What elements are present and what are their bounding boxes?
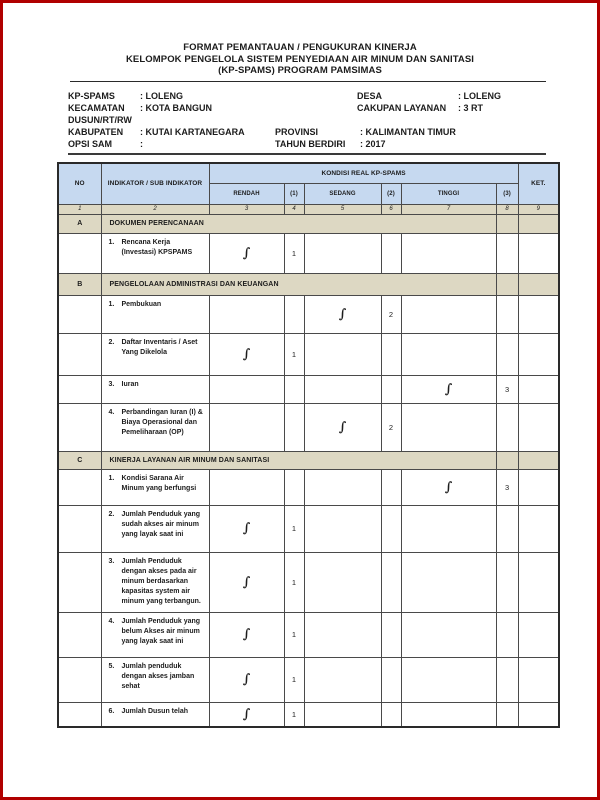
empty-cell: [304, 233, 381, 273]
column-number-8: 8: [496, 204, 518, 214]
check-mark-cell: ∫: [209, 702, 284, 727]
no-cell: [58, 702, 101, 727]
score-cell: 1: [284, 612, 304, 657]
empty-cell: [284, 375, 304, 403]
info-row: [68, 127, 558, 139]
empty-cell: [304, 333, 381, 375]
empty-cell: [381, 552, 401, 612]
score-cell: 1: [284, 657, 304, 702]
column-number-5: 5: [304, 204, 381, 214]
no-cell: [58, 233, 101, 273]
check-mark-cell: ∫: [304, 295, 381, 333]
column-number-row: [58, 204, 559, 214]
empty-cell: [304, 375, 381, 403]
score-cell: 2: [381, 403, 401, 451]
empty-cell: [401, 657, 496, 702]
section-cell-ket: [518, 214, 559, 233]
indicator-text: Iuran: [121, 380, 139, 388]
col-subheader-4: TINGGI: [401, 183, 496, 204]
empty-cell: [209, 375, 284, 403]
empty-cell: [496, 233, 518, 273]
empty-cell: [496, 612, 518, 657]
no-cell: [58, 552, 101, 612]
indicator-row: [58, 552, 559, 612]
empty-cell: [381, 375, 401, 403]
indicator-number: 3.: [108, 557, 115, 565]
indicator-cell: [101, 295, 209, 333]
empty-cell: [209, 403, 284, 451]
section-cell-ket: [518, 451, 559, 469]
indicator-number: 6.: [108, 707, 115, 715]
ket-cell: [518, 295, 559, 333]
empty-cell: [304, 469, 381, 505]
section-row-B: [58, 273, 559, 295]
empty-cell: [304, 552, 381, 612]
indicator-row: [58, 469, 559, 505]
section-title: PENGELOLAAN ADMINISTRASI DAN KEUANGAN: [101, 273, 496, 295]
no-cell: [58, 657, 101, 702]
ket-cell: [518, 612, 559, 657]
col-subheader-5: (3): [496, 183, 518, 204]
ket-cell: [518, 702, 559, 727]
empty-cell: [284, 403, 304, 451]
indicator-text-wrap: [109, 707, 207, 717]
title-line-3: (KP-SPAMS) PROGRAM PAMSIMAS: [218, 65, 382, 76]
col-subheader-0: RENDAH: [209, 183, 284, 204]
indicator-text-wrap: [109, 300, 207, 310]
check-mark-cell: ∫: [209, 233, 284, 273]
info-label: KABUPATEN: [68, 127, 124, 137]
section-cell-ket: [518, 273, 559, 295]
title-underline: [70, 81, 546, 82]
empty-cell: [496, 505, 518, 552]
ket-cell: [518, 403, 559, 451]
score-cell: 2: [381, 295, 401, 333]
indicator-number: 4.: [108, 408, 115, 416]
column-number-1: 1: [58, 204, 101, 214]
empty-cell: [496, 295, 518, 333]
no-cell: [58, 375, 101, 403]
title-line-1: FORMAT PEMANTAUAN / PENGUKURAN KINERJA: [183, 42, 417, 53]
ket-cell: [518, 505, 559, 552]
empty-cell: [401, 233, 496, 273]
indicator-text: Pembukuan: [121, 300, 162, 308]
indicator-number: 1.: [108, 238, 115, 246]
empty-cell: [496, 702, 518, 727]
indicator-text: Jumlah Dusun telah: [121, 707, 189, 715]
info-label: DUSUN/RT/RW: [68, 115, 132, 125]
info-row: [68, 103, 558, 115]
indicator-text-wrap: [109, 380, 207, 390]
empty-cell: [209, 469, 284, 505]
section-cell-score: [496, 273, 518, 295]
column-number-4: 4: [284, 204, 304, 214]
indicator-row: [58, 375, 559, 403]
section-row-C: [58, 451, 559, 469]
indicator-text: Perbandingan Iuran (I) & Biaya Operasional dan Pemeliharaan (OP): [121, 408, 203, 436]
empty-cell: [284, 295, 304, 333]
check-mark-cell: ∫: [209, 657, 284, 702]
no-cell: [58, 612, 101, 657]
no-cell: [58, 403, 101, 451]
col-header-ket: KET.: [518, 163, 559, 204]
indicator-number: 2.: [108, 338, 115, 346]
header-divider: [68, 153, 546, 155]
info-value: :: [140, 139, 143, 149]
empty-cell: [401, 295, 496, 333]
table-header-row: [58, 163, 559, 183]
no-cell: [58, 505, 101, 552]
empty-cell: [401, 552, 496, 612]
empty-cell: [381, 657, 401, 702]
indicator-text-wrap: [109, 557, 207, 608]
indicator-cell: [101, 333, 209, 375]
empty-cell: [304, 702, 381, 727]
indicator-text: Kondisi Sarana Air Minum yang berfungsi: [121, 474, 197, 492]
info-value: : KALIMANTAN TIMUR: [360, 127, 456, 137]
column-number-3: 3: [209, 204, 284, 214]
score-cell: 3: [496, 375, 518, 403]
info-row: [68, 115, 558, 127]
col-subheader-2: SEDANG: [304, 183, 381, 204]
empty-cell: [381, 612, 401, 657]
info-label: OPSI SAM: [68, 139, 113, 149]
title-line-2: KELOMPOK PENGELOLA SISTEM PENYEDIAAN AIR MINUM DAN SANITASI: [125, 53, 475, 65]
column-number-6: 6: [381, 204, 401, 214]
indicator-text: Jumlah Penduduk yang belum Akses air minum yang layak saat ini: [121, 617, 201, 645]
info-value: : LOLENG: [140, 91, 183, 101]
indicator-number: 3.: [108, 380, 115, 388]
section-letter: B: [58, 273, 101, 295]
empty-cell: [381, 233, 401, 273]
info-label: CAKUPAN LAYANAN: [357, 103, 447, 113]
empty-cell: [381, 702, 401, 727]
empty-cell: [401, 505, 496, 552]
info-label: KP-SPAMS: [68, 91, 115, 101]
score-cell: 1: [284, 552, 304, 612]
indicator-cell: [101, 375, 209, 403]
empty-cell: [496, 333, 518, 375]
ket-cell: [518, 552, 559, 612]
no-cell: [58, 333, 101, 375]
empty-cell: [304, 657, 381, 702]
section-cell-score: [496, 214, 518, 233]
indicator-cell: [101, 657, 209, 702]
indicator-row: [58, 403, 559, 451]
indicator-cell: [101, 702, 209, 727]
document-title: [0, 42, 600, 77]
column-number-7: 7: [401, 204, 496, 214]
score-cell: 1: [284, 505, 304, 552]
empty-cell: [304, 505, 381, 552]
indicator-cell: [101, 469, 209, 505]
col-subheader-3: (2): [381, 183, 401, 204]
indicator-number: 1.: [108, 474, 115, 482]
indicator-row: [58, 505, 559, 552]
check-mark-cell: ∫: [304, 403, 381, 451]
empty-cell: [401, 702, 496, 727]
indicator-text: Rencana Kerja (Investasi) KPSPAMS: [121, 238, 193, 256]
indicator-number: 5.: [108, 662, 115, 670]
info-value: : 3 RT: [458, 103, 484, 113]
score-cell: 1: [284, 233, 304, 273]
indicator-cell: [101, 403, 209, 451]
section-title: KINERJA LAYANAN AIR MINUM DAN SANITASI: [101, 451, 496, 469]
indicator-cell: [101, 505, 209, 552]
indicator-text: Jumlah Penduduk dengan akses pada air minum berdasarkan kapasitas system air minum yang terbangun.: [121, 557, 201, 606]
column-number-9: 9: [518, 204, 559, 214]
info-value: : 2017: [360, 139, 386, 149]
info-label: KECAMATAN: [68, 103, 125, 113]
indicator-cell: [101, 612, 209, 657]
col-subheader-1: (1): [284, 183, 304, 204]
info-label: DESA: [357, 91, 383, 101]
info-value: : LOLENG: [458, 91, 501, 101]
indicator-row: [58, 333, 559, 375]
check-mark-cell: ∫: [209, 505, 284, 552]
indicator-text-wrap: [109, 510, 207, 540]
check-mark-cell: ∫: [209, 552, 284, 612]
main-table: [57, 162, 560, 728]
empty-cell: [496, 552, 518, 612]
ket-cell: [518, 375, 559, 403]
empty-cell: [401, 403, 496, 451]
indicator-text: Jumlah Penduduk yang sudah akses air minum yang layak saat ini: [121, 510, 201, 538]
section-letter: C: [58, 451, 101, 469]
ket-cell: [518, 333, 559, 375]
info-row: [68, 91, 558, 103]
indicator-text: Daftar Inventaris / Aset Yang Dikelola: [121, 338, 198, 356]
info-label: TAHUN BERDIRI: [275, 139, 346, 149]
empty-cell: [381, 505, 401, 552]
section-cell-score: [496, 451, 518, 469]
empty-cell: [401, 612, 496, 657]
empty-cell: [209, 295, 284, 333]
score-cell: 1: [284, 702, 304, 727]
indicator-text-wrap: [109, 662, 207, 692]
info-row: [68, 139, 558, 151]
indicator-number: 4.: [108, 617, 115, 625]
col-header-indicator: INDIKATOR / SUB INDIKATOR: [101, 163, 209, 204]
empty-cell: [401, 333, 496, 375]
check-mark-cell: ∫: [401, 469, 496, 505]
ket-cell: [518, 233, 559, 273]
col-header-no: NO: [58, 163, 101, 204]
info-value: : KUTAI KARTANEGARA: [140, 127, 245, 137]
score-cell: 1: [284, 333, 304, 375]
indicator-text-wrap: [109, 408, 207, 438]
empty-cell: [284, 469, 304, 505]
section-row-A: [58, 214, 559, 233]
no-cell: [58, 469, 101, 505]
info-label: PROVINSI: [275, 127, 319, 137]
indicator-text: Jumlah penduduk dengan akses jamban sehat: [121, 662, 195, 690]
empty-cell: [496, 657, 518, 702]
empty-cell: [304, 612, 381, 657]
indicator-text-wrap: [109, 338, 207, 358]
indicator-text-wrap: [109, 617, 207, 647]
indicator-row: [58, 657, 559, 702]
info-value: : KOTA BANGUN: [140, 103, 212, 113]
check-mark-cell: ∫: [209, 333, 284, 375]
ket-cell: [518, 657, 559, 702]
column-number-2: 2: [101, 204, 209, 214]
indicator-row: [58, 702, 559, 727]
check-mark-cell: ∫: [401, 375, 496, 403]
section-title: DOKUMEN PERENCANAAN: [101, 214, 496, 233]
indicator-text-wrap: [109, 238, 207, 258]
indicator-row: [58, 295, 559, 333]
indicator-text-wrap: [109, 474, 207, 494]
no-cell: [58, 295, 101, 333]
empty-cell: [381, 333, 401, 375]
empty-cell: [496, 403, 518, 451]
check-mark-cell: ∫: [209, 612, 284, 657]
form-info-block: [68, 91, 558, 151]
indicator-cell: [101, 552, 209, 612]
indicator-number: 1.: [108, 300, 115, 308]
indicator-row: [58, 233, 559, 273]
indicator-cell: [101, 233, 209, 273]
score-cell: 3: [496, 469, 518, 505]
ket-cell: [518, 469, 559, 505]
indicator-row: [58, 612, 559, 657]
empty-cell: [381, 469, 401, 505]
section-letter: A: [58, 214, 101, 233]
col-header-kondisi: KONDISI REAL KP-SPAMS: [209, 163, 518, 183]
indicator-number: 2.: [108, 510, 115, 518]
